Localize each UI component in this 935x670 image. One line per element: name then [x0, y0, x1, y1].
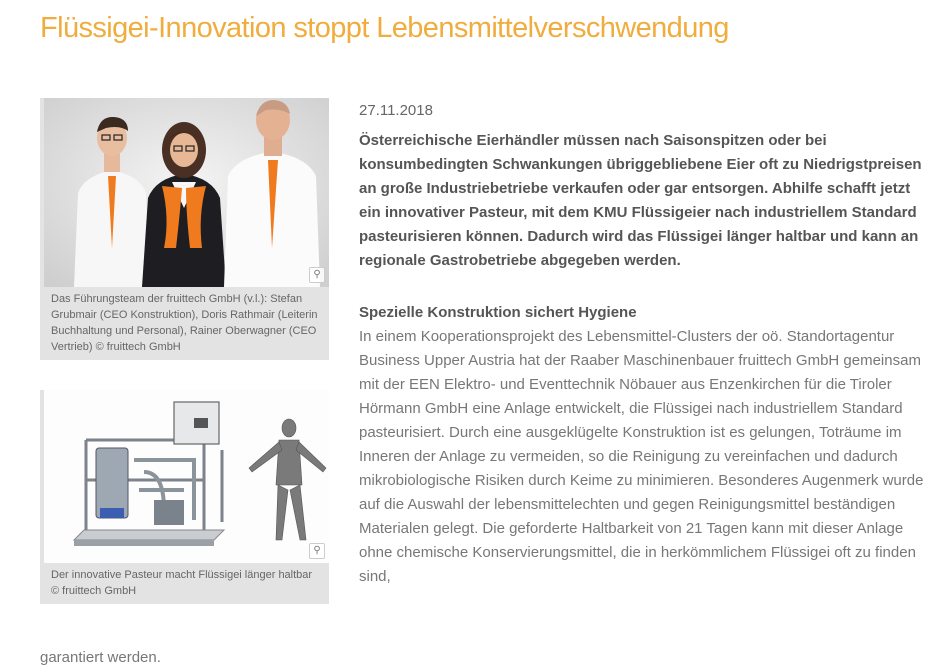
page-title: Flüssigei-Innovation stoppt Lebensmittelverschwendung: [40, 12, 729, 44]
pasteur-photo[interactable]: [44, 390, 329, 563]
article-lead: Österreichische Eierhändler müssen nach Saisonspitzen oder bei konsumbedingten Schwankungen übriggebliebene Eier oft zu Niedrigstpreisen an große Industriebetriebe verkaufen oder gar entsorgen. Abhilfe schafft jetzt ein innovativer Pasteur, mit dem KMU Flüssigeier nach industriellem Standard pasteurisieren können. Dadurch wird das Flüssigei länger haltbar und kann an regionale Gastrobetriebe abgegeben werden.: [359, 132, 922, 269]
article-body: [359, 98, 925, 589]
pasteur-machine-image: [44, 390, 329, 563]
pasteur-figure: [40, 390, 329, 604]
team-photo-caption: Das Führungsteam der fruittech GmbH (v.l.): Stefan Grubmair (CEO Konstruktion), Doris Rathmair (Leiterin Buchhaltung und Personal), Rainer Oberwagner (CEO Vertrieb) © fruittech GmbH: [51, 293, 318, 353]
magnifier-icon[interactable]: ⚲: [309, 267, 325, 283]
article-paragraph: In einem Kooperationsprojekt des Lebensmittel-Clusters der oö. Standortagentur Business Upper Austria hat der Raaber Maschinenbauer fruittech GmbH gemeinsam mit der EEN Elektro- und Eventtechnik Nöbauer aus Enzenkirchen für die Tiroler Hörmann GmbH eine Anlage entwickelt, die Flüssigei nach industriellem Standard pasteurisiert. Durch eine ausgeklügelte Konstruktion ist es gelungen, Toträume im Inneren der Anlage zu vermeiden, so die Reinigung zu vereinfachen und dadurch mikrobiologische Risiken durch Keime zu minimieren. Besonderes Augenmerk wurde auf die Auswahl der lebensmittelechten und gegen Reinigungsmittel beständigen Materialen gelegt. Die geforderte Haltbarkeit von 21 Tagen kann mit dieser Anlage ohne chemische Konservierungsmittel, die in herkömmlichem Flüssigei oft zu finden sind,: [359, 328, 924, 585]
team-photo-image: [44, 98, 329, 287]
article-paragraph-end: garantiert werden.: [40, 649, 161, 666]
section-heading: Spezielle Konstruktion sichert Hygiene: [359, 304, 637, 321]
team-photo[interactable]: [44, 98, 329, 287]
team-photo-figure: [40, 98, 329, 360]
pasteur-caption: Der innovative Pasteur macht Flüssigei länger haltbar © fruittech GmbH: [51, 569, 313, 597]
article-date: 27.11.2018: [359, 102, 433, 119]
magnifier-icon[interactable]: ⚲: [309, 543, 325, 559]
